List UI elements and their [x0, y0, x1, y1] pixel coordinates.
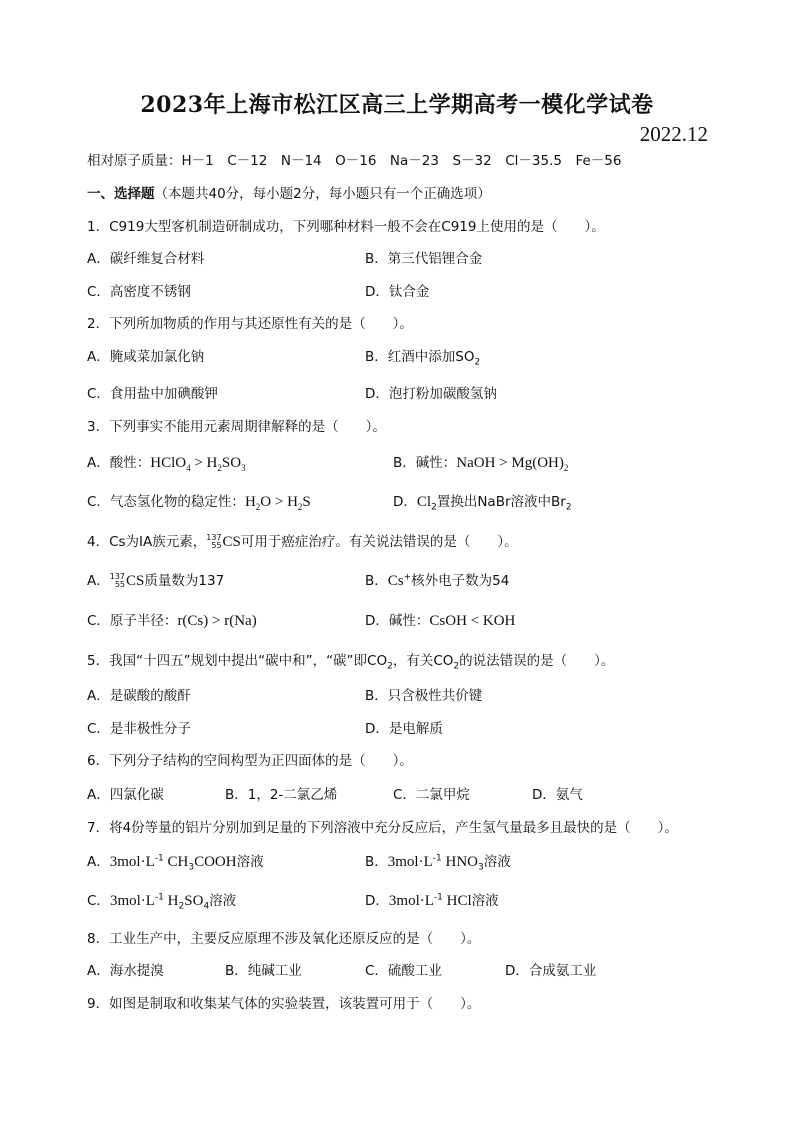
q3-c-f1: H	[244, 494, 256, 510]
q4-iso-symbol: CS	[222, 534, 241, 550]
q3-c-formula	[245, 494, 311, 510]
q4-d-formula: CsOH < KOH	[429, 613, 516, 629]
q4-stem	[87, 532, 518, 552]
q5-stem-post: 的说法错误的是（ ）。	[459, 653, 615, 669]
q7-a-f2: COOH	[194, 854, 237, 870]
q8-option-d: D．合成氨工业	[505, 963, 597, 979]
q4-b-label: B．	[365, 573, 388, 589]
q7-c-f2: SO	[184, 893, 204, 909]
q6-option-a: A．四氯化碳	[87, 787, 164, 803]
q3-a-s3: 3	[241, 463, 246, 473]
q4-isotope-numbers	[206, 534, 221, 550]
q8-option-b: B．纯碱工业	[225, 963, 302, 979]
atomic-masses: 相对原子质量：H－1 C－12 N－14 O－16 Na－23 S－32 Cl－35.5 Fe－56	[87, 153, 622, 169]
q6-option-c: C．二氯甲烷	[393, 787, 470, 803]
q7-c-s2: 4	[203, 901, 210, 912]
q7-c-post: 溶液	[209, 893, 237, 909]
q1-option-a: A．碳纤维复合材料	[87, 251, 205, 267]
q6-stem: 6．下列分子结构的空间构型为正四面体的是（ ）。	[87, 753, 413, 769]
q7-c-exp: -1	[154, 892, 164, 903]
q1-option-c: C．高密度不锈钢	[87, 284, 191, 300]
q5-stem-mid: ，有关CO	[392, 653, 454, 669]
q7-a-exp: -1	[154, 853, 164, 864]
q5-stem-s1: 2	[387, 661, 393, 672]
q7-b-f: HNO	[441, 854, 478, 870]
q3-a-s2: 2	[217, 463, 222, 473]
q1-option-b: B．第三代铝锂合金	[365, 251, 483, 267]
q2-stem: 2．下列所加物质的作用与其还原性有关的是（ ）。	[87, 316, 413, 332]
q3-c-label: C．气态氢化物的稳定性：	[87, 494, 245, 510]
q4-option-c	[87, 611, 257, 631]
q5-option-b: B．只含极性共价键	[365, 688, 483, 704]
q2-option-b-sub: 2	[474, 357, 481, 368]
exam-date: 2022.12	[639, 122, 708, 146]
q7-b-conc: 3mol·L	[387, 854, 433, 870]
q3-a-mid: > H	[190, 455, 218, 471]
q5-option-a: A．是碳酸的酸酐	[87, 688, 191, 704]
q3-b-label: B．碱性：	[393, 455, 457, 471]
q3-a-f1: HClO	[150, 455, 187, 471]
q3-d-s2: 2	[565, 502, 572, 513]
q3-d-mid: 置换出NaBr溶液中Br	[436, 494, 566, 510]
q4-iso-num: 55	[211, 541, 222, 550]
q7-option-c	[87, 891, 236, 911]
q7-option-a	[87, 852, 264, 872]
q4-c-formula: r(Cs) > r(Na)	[177, 613, 257, 629]
q1-stem: 1．C919大型客机制造研制成功，下列哪种材料一般不会在C919上使用的是（ ）。	[87, 219, 605, 235]
q7-b-s: 3	[478, 862, 484, 873]
q3-stem: 3．下列事实不能用元素周期律解释的是（ ）。	[87, 419, 386, 435]
q4-iso-mass: 137	[206, 533, 222, 542]
q3-c-f3: S	[302, 494, 311, 510]
q7-d-label: D．	[365, 893, 389, 909]
q5-stem-pre: 5．我国“十四五”规划中提出“碳中和”，“碳”即CO	[87, 653, 388, 669]
q4-d-label: D．碱性：	[365, 613, 430, 629]
q5-option-d: D．是电解质	[365, 721, 443, 737]
q4-a-iso-mass: 137	[109, 572, 126, 581]
q8-option-a: A．海水提溴	[87, 963, 164, 979]
q7-d-post: 溶液	[471, 893, 499, 909]
section-desc: （本题共40分，每小题2分，每小题只有一个正确选项）	[154, 186, 491, 202]
page-title: 2023年上海市松江区高三上学期高考一模化学试卷	[140, 92, 654, 118]
q7-a-label: A．	[87, 854, 110, 870]
q4-b-charge: +	[403, 572, 412, 583]
q5-option-c: C．是非极性分子	[87, 721, 191, 737]
q3-b-f: NaOH > Mg(OH)	[456, 455, 564, 471]
q3-option-c	[87, 492, 311, 512]
q4-c-label: C．原子半径：	[87, 613, 178, 629]
q7-a-f: CH	[163, 854, 189, 870]
q1-option-d: D．钛合金	[365, 284, 430, 300]
q2-option-c: C．食用盐中加碘酸钾	[87, 386, 218, 402]
q2-option-d: D．泡打粉加碳酸氢钠	[365, 386, 497, 402]
q3-a-label: A．酸性：	[87, 455, 151, 471]
section-label: 一、选择题	[87, 186, 155, 202]
q7-option-b	[365, 852, 511, 872]
q2-option-b	[365, 347, 480, 367]
q3-option-b	[393, 453, 568, 473]
q7-b-post: 溶液	[483, 854, 511, 870]
q7-c-f: H	[163, 893, 179, 909]
q7-a-s: 3	[188, 862, 195, 873]
q4-a-isotope-numbers	[110, 573, 125, 589]
q7-option-d	[365, 891, 499, 911]
q3-option-a	[87, 453, 246, 473]
q4-b-text: 核外电子数为54	[411, 573, 510, 589]
q7-a-post: 溶液	[236, 854, 264, 870]
q3-d-s1: 2	[431, 502, 437, 513]
q8-option-c: C．硫酸工业	[365, 963, 442, 979]
q2-option-a: A．腌咸菜加氯化钠	[87, 349, 205, 365]
q7-d-exp: -1	[433, 892, 443, 903]
q3-b-formula	[456, 455, 568, 471]
q7-a-conc: 3mol·L	[109, 854, 155, 870]
q4-a-label: A．	[87, 573, 110, 589]
q6-option-b: B．1，2-二氯乙烯	[225, 787, 338, 803]
q3-a-f2: SO	[221, 455, 242, 471]
q4-option-b	[365, 571, 509, 591]
q3-d-label: D．	[393, 494, 417, 510]
q8-stem: 8．工业生产中，主要反应原理不涉及氧化还原反应的是（ ）。	[87, 931, 481, 947]
section-heading	[87, 184, 491, 204]
q4-option-a	[87, 571, 224, 591]
q3-b-s: 2	[563, 463, 569, 473]
q3-option-d	[393, 492, 572, 512]
q5-stem-s2: 2	[453, 661, 460, 672]
q7-stem: 7．将4份等量的铝片分别加到足量的下列溶液中充分反应后，产生氢气量最多且最快的是（ ）。	[87, 820, 678, 836]
q4-stem-pre: 4．Cs为ⅠA族元素，	[87, 534, 207, 550]
q4-option-d	[365, 611, 515, 631]
q7-b-label: B．	[365, 854, 388, 870]
q3-c-s2: 2	[297, 502, 303, 512]
q7-c-s1: 2	[178, 901, 185, 912]
q7-c-conc: 3mol·L	[109, 893, 155, 909]
q6-option-d: D．氨气	[532, 787, 583, 803]
q5-stem	[87, 651, 614, 671]
q4-stem-post: 可用于癌症治疗。有关说法错误的是（ ）。	[240, 534, 518, 550]
q3-a-s1: 4	[186, 463, 191, 473]
q4-a-text: 质量数为137	[144, 573, 225, 589]
q3-a-formula	[150, 455, 245, 471]
q7-d-f: HCl	[442, 893, 472, 909]
q7-b-exp: -1	[432, 853, 442, 864]
q2-option-b-text: B．红酒中添加SO	[365, 349, 475, 365]
q7-d-conc: 3mol·L	[388, 893, 434, 909]
q4-b-ion: Cs	[387, 573, 404, 589]
q4-a-iso-num: 55	[114, 580, 126, 589]
q9-stem: 9．如图是制取和收集某气体的实验装置，该装置可用于（ ）。	[87, 996, 481, 1012]
q4-a-iso-symbol: CS	[126, 573, 145, 589]
q7-c-label: C．	[87, 893, 110, 909]
q3-c-s1: 2	[255, 502, 261, 512]
q3-c-f2: O > H	[260, 494, 298, 510]
q3-d-f1: Cl	[416, 494, 432, 510]
